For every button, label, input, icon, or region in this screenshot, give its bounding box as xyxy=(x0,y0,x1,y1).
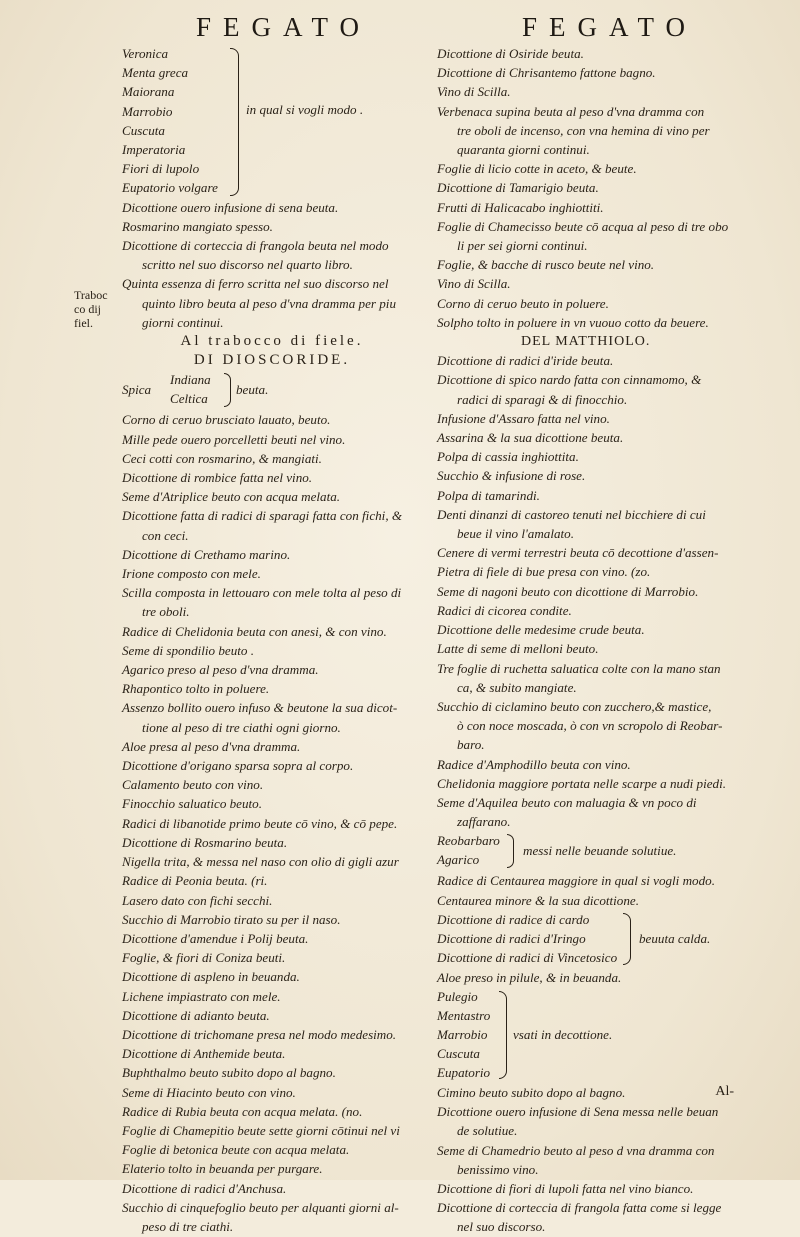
text-line: Buphthalmo beuto subito dopo al bagno. xyxy=(122,1065,336,1081)
text-line: Radice di Peonia beuta. (ri. xyxy=(122,873,268,889)
margin-note-line: co dij xyxy=(74,302,101,316)
group-item: Imperatoria xyxy=(122,142,186,157)
group-item: Marrobio xyxy=(122,103,173,119)
right-column xyxy=(437,44,767,1237)
text-line: Seme d'Aquilea beuto con maluagia & vn poco di xyxy=(437,794,697,810)
catchword: Al- xyxy=(715,1084,734,1099)
text-line: nel suo discorso. xyxy=(457,1219,546,1235)
text-line: Agarico preso al peso d'vna dramma. xyxy=(122,662,319,678)
text-line: Assarina & la sua dicottione beuta. xyxy=(437,430,624,446)
text-line: Dicottione di rombice fatta nel vino. xyxy=(122,470,313,486)
text-line: Dicottione di corteccia di frangola beuta nel modo xyxy=(122,238,389,253)
group-item: Veronica xyxy=(122,46,169,61)
text-line: li per sei giorni continui. xyxy=(457,238,588,254)
text-line: Denti dinanzi di castoreo tenuti nel bicchiere di cui xyxy=(437,506,706,522)
text-line: Dicottione ouero infusione di Sena messa nelle beuan xyxy=(437,1104,719,1120)
text-line: Rosmarino mangiato spesso. xyxy=(122,218,273,234)
text-line: Quinta essenza di ferro scritta nel suo discorso nel xyxy=(122,276,389,292)
text-line: Dicottione ouero infusione di sena beuta. xyxy=(122,199,339,215)
group-item: Eupatorio xyxy=(437,1064,491,1080)
running-header-right: FEGATO xyxy=(522,12,698,42)
text-line: Foglie, & bacche di rusco beute nel vino. xyxy=(437,257,655,273)
text-line: Radice di Rubia beuta con acqua melata. (no. xyxy=(122,1103,363,1119)
text-line: Seme di nagoni beuto con dicottione di Marrobio. xyxy=(437,583,699,599)
running-header-left: FEGATO xyxy=(196,12,372,42)
group-item: Dicottione di radici di Vincetosico xyxy=(437,949,618,965)
text-line: Dicottione di fiori di lupoli fatta nel vino bianco. xyxy=(437,1180,694,1196)
reobarbaro-group xyxy=(437,831,767,871)
text-line: Foglie di betonica beute con acqua melata. xyxy=(122,1142,350,1158)
text-line: Dicottione di spico nardo fatta con cinnamomo, & xyxy=(437,372,702,388)
text-line: Seme di spondilio beuto . xyxy=(122,642,255,658)
text-line: Foglie di licio cotte in aceto, & beute. xyxy=(437,161,637,177)
group-note: in qual si vogli modo . xyxy=(246,102,364,117)
text-line: beue il vino l'amalato. xyxy=(457,526,574,542)
text-line: giorni continui. xyxy=(142,314,224,330)
margin-note-line: Traboc xyxy=(74,288,108,302)
text-line: de solutiue. xyxy=(457,1123,518,1139)
text-line: Radice d'Amphodillo beuta con vino. xyxy=(437,756,631,772)
group-item: Pulegio xyxy=(437,988,478,1004)
text-line: Radici di libanotide primo beute cō vino, & cō pepe. xyxy=(122,815,398,831)
margin-note-line: fiel. xyxy=(74,316,93,330)
text-line: tione al peso di tre ciathi ogni giorno. xyxy=(142,719,341,735)
text-line: Vino di Scilla. xyxy=(437,276,511,292)
text-line: Radice di Chelidonia beuta con anesi, & con vino. xyxy=(122,623,387,639)
text-line: Centaurea minore & la sua dicottione. xyxy=(437,892,639,908)
pulegio-group xyxy=(437,987,767,1083)
brace xyxy=(224,373,231,407)
text-line: peso di tre ciathi. xyxy=(142,1218,234,1234)
text-line: Dicottione di radici d'Anchusa. xyxy=(122,1180,287,1196)
text-line: ò con noce moscada, ò con vn scropolo di Reobar- xyxy=(457,718,723,734)
text-line: Dicottione d'origano sparsa sopra al corpo. xyxy=(122,758,354,774)
text-line: tre oboli de incenso, con vna hemina di vino per xyxy=(457,122,710,138)
text-line: Corno di ceruo brusciato lauato, beuto. xyxy=(122,412,331,428)
group-item: Dicottione di radice di cardo xyxy=(437,911,590,927)
group-item: Maiorana xyxy=(122,84,175,100)
group-note: beuta. xyxy=(236,382,269,398)
text-line: Verbenaca supina beuta al peso d'vna dramma con xyxy=(437,103,705,119)
text-line: Dicottione d'amendue i Polij beuta. xyxy=(122,930,309,946)
text-line: Finocchio saluatico beuto. xyxy=(122,796,263,812)
text-line: scritto nel suo discorso nel quarto libro. xyxy=(142,257,353,273)
text-line: tre oboli. xyxy=(142,604,190,620)
text-line: radici di sparagi & di finocchio. xyxy=(457,391,628,407)
group-item: Dicottione di radici d'Iringo xyxy=(437,930,586,946)
text-line: Aloe presa al peso d'vna dramma. xyxy=(122,738,301,754)
text-line: Dicottione delle medesime crude beuta. xyxy=(437,622,645,638)
group-note: messi nelle beuande solutiue. xyxy=(523,843,677,859)
margin-note xyxy=(74,288,118,330)
text-line: Foglie di Chamecisso beute cō acqua al peso di tre obo xyxy=(437,218,729,234)
text-line: con ceci. xyxy=(142,527,189,543)
group-item: Marrobio xyxy=(437,1026,488,1042)
text-line: Mille pede ouero porcelletti beuti nel vino. xyxy=(122,431,346,447)
text-line: Polpa di cassia inghiottita. xyxy=(437,449,579,465)
text-line: Foglie di Chamepitio beute sette giorni cōtinui nel vi xyxy=(122,1122,400,1138)
text-line: Dicottione di aspleno in beuanda. xyxy=(122,969,300,985)
group-item: Agarico xyxy=(437,852,480,868)
text-line: Assenzo bollito ouero infuso & beutone la sua dicot- xyxy=(122,700,398,716)
text-line: Foglie, & fiori di Coniza beuti. xyxy=(122,950,286,966)
section-heading: DI DIOSCORIDE. xyxy=(193,352,351,369)
text-line: Nigella trita, & messa nel naso con olio di gigli azur xyxy=(122,854,399,870)
text-line: Dicottione di corteccia di frangola fatta come si legge xyxy=(437,1200,722,1216)
text-line: benissimo vino. xyxy=(457,1161,539,1177)
brace xyxy=(230,48,239,196)
text-line: Elaterio tolto in beuanda per purgare. xyxy=(122,1161,323,1177)
text-line: Solpho tolto in poluere in vn vuouo cotto da beuere. xyxy=(437,314,709,330)
text-line: Dicottione di Chrisantemo fattone bagno. xyxy=(437,65,656,81)
group-item: Cuscuta xyxy=(437,1045,480,1061)
group-note: vsati in decottione. xyxy=(513,1026,613,1042)
text-line: Rhapontico tolto in poluere. xyxy=(122,681,270,697)
group-item: Eupatorio volgare xyxy=(122,180,218,196)
text-line: Tre foglie di ruchetta saluatica colte con la mano stan xyxy=(437,660,721,676)
text-line: Corno di ceruo beuto in poluere. xyxy=(437,295,609,311)
text-line: Radice di Centaurea maggiore in qual si vogli modo. xyxy=(437,873,715,889)
text-line: Chelidonia maggiore portata nelle scarpe a nudi piedi. xyxy=(437,775,727,791)
text-line: quaranta giorni continui. xyxy=(457,142,590,158)
group-item: Menta greca xyxy=(122,65,189,81)
text-line: ca, & subito mangiate. xyxy=(457,679,577,695)
text-line: quinto libro beuta al peso d'vna dramma per piu xyxy=(142,295,396,311)
text-line: Seme di Chamedrio beuto al peso d vna dramma con xyxy=(437,1142,715,1158)
text-line: Infusione d'Assaro fatta nel vino. xyxy=(437,410,610,426)
section-heading: Al trabocco di fiele. xyxy=(180,333,364,350)
brace xyxy=(499,991,507,1079)
brace xyxy=(507,834,514,868)
text-line: Dicottione di adianto beuta. xyxy=(122,1007,270,1023)
group-item: Cuscuta xyxy=(122,122,165,138)
brace xyxy=(623,913,631,965)
text-line: Frutti di Halicacabo inghiottiti. xyxy=(437,199,604,215)
text-line: Aloe preso in pilule, & in beuanda. xyxy=(437,969,622,985)
text-line: Polpa di tamarindi. xyxy=(437,487,540,503)
section-heading: DEL MATTHIOLO. xyxy=(521,334,651,350)
text-line: Succhio di ciclamino beuto con zucchero,& mastice, xyxy=(437,698,712,714)
text-line: Lasero dato con fichi secchi. xyxy=(122,892,273,908)
group-note: beuuta calda. xyxy=(639,930,711,946)
text-line: Dicottione fatta di radici di sparagi fatta con fichi, & xyxy=(122,508,403,524)
group-item: Mentastro xyxy=(437,1007,491,1023)
text-line: Dicottione di Tamarigio beuta. xyxy=(437,180,599,196)
text-line: Seme d'Atriplice beuto con acqua melata. xyxy=(122,489,341,505)
spica-item: Indiana xyxy=(170,372,211,388)
text-line: Succhio di cinquefoglio beuto per alquanti giorni al- xyxy=(122,1199,399,1215)
spica-group xyxy=(122,370,422,410)
text-line: Latte di seme di melloni beuto. xyxy=(437,641,599,657)
text-line: Succhio di Marrobio tirato su per il naso. xyxy=(122,911,341,927)
group-item: Reobarbaro xyxy=(437,833,500,849)
text-line: Seme di Hiacinto beuto con vino. xyxy=(122,1084,296,1100)
text-line: Dicottione di trichomane presa nel modo medesimo. xyxy=(122,1026,397,1042)
text-line: Irione composto con mele. xyxy=(122,566,261,582)
text-line: Lichene impiastrato con mele. xyxy=(122,988,281,1004)
text-line: Scilla composta in lettouaro con mele tolta al peso di xyxy=(122,585,402,601)
text-line: Calamento beuto con vino. xyxy=(122,777,264,793)
text-line: Vino di Scilla. xyxy=(437,84,511,100)
text-line: zaffarano. xyxy=(457,814,511,830)
text-line: Dicottione di radici d'iride beuta. xyxy=(437,353,614,369)
text-line: Dicottione di Rosmarino beuta. xyxy=(122,834,288,850)
text-line: Cimino beuto subito dopo al bagno. xyxy=(437,1084,626,1100)
text-line: Dicottione di Crethamo marino. xyxy=(122,546,291,562)
text-line: baro. xyxy=(457,737,485,753)
text-line: Radici di cicorea condite. xyxy=(437,602,572,618)
text-line: Dicottione di Anthemide beuta. xyxy=(122,1046,286,1062)
text-line: Cenere di vermi terrestri beuta cō decottione d'assen- xyxy=(437,545,719,561)
spica-item: Celtica xyxy=(170,391,208,407)
cardo-group xyxy=(437,910,767,968)
text-line: Dicottione di Osiride beuta. xyxy=(437,46,584,61)
left-column xyxy=(122,44,422,1236)
text-line: Succhio & infusione di rose. xyxy=(437,468,586,484)
group-item: Fiori di lupolo xyxy=(122,161,200,177)
spica-label: Spica xyxy=(122,382,152,398)
text-line: Ceci cotti con rosmarino, & mangiati. xyxy=(122,450,322,466)
herb-group xyxy=(122,44,422,198)
text-line: Pietra di fiele di bue presa con vino. (zo. xyxy=(437,564,651,580)
